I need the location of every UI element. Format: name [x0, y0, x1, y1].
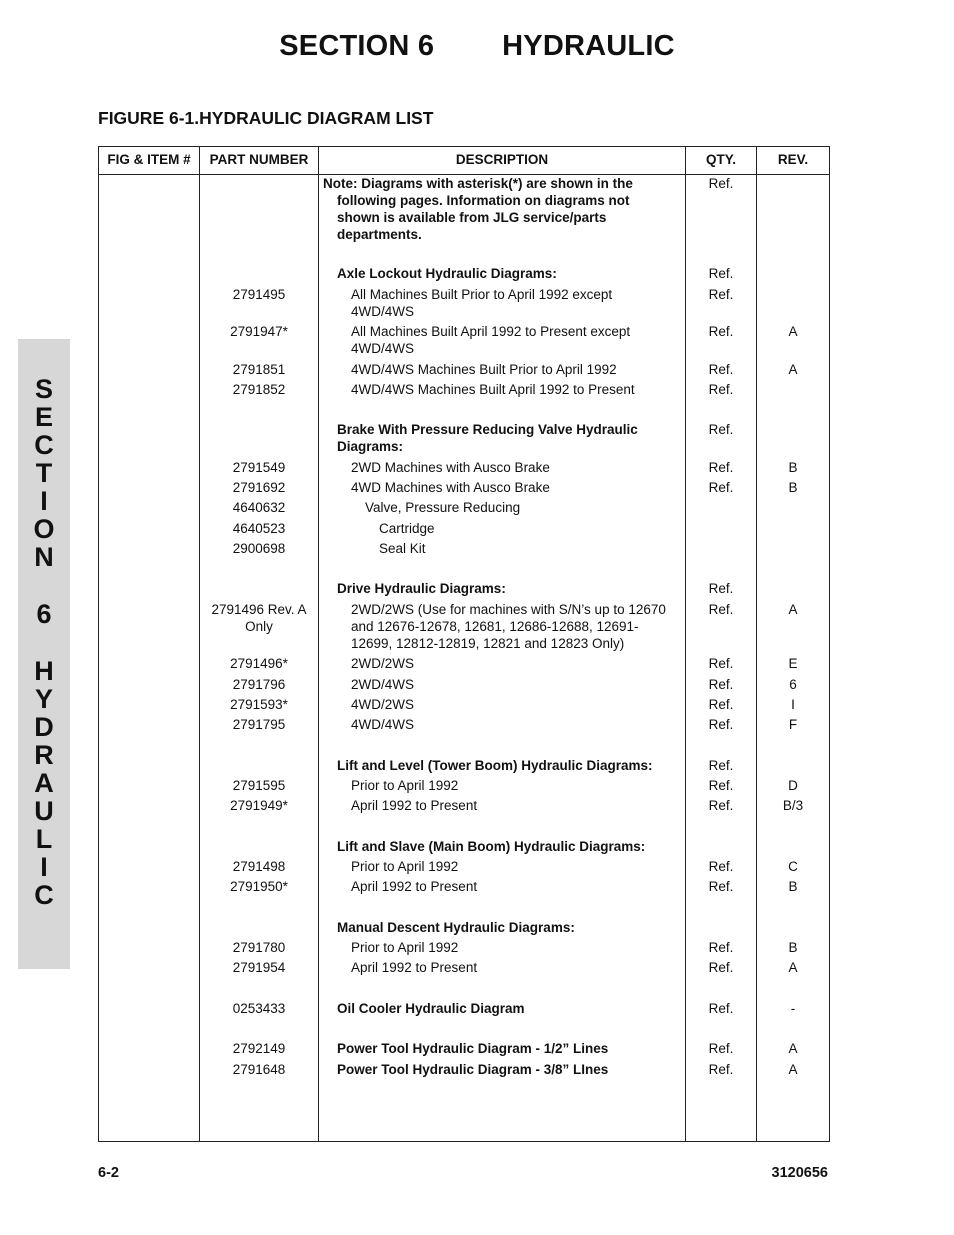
column-header-qty: QTY.: [705, 152, 736, 167]
side-tab-letter: R: [34, 740, 54, 770]
description-cell: 4WD/4WS Machines Built April 1992 to Present: [351, 382, 635, 397]
part-number-cell: 2791549: [232, 460, 286, 475]
description-cell: Oil Cooler Hydraulic Diagram: [337, 1001, 525, 1016]
rev-cell: F: [788, 717, 798, 732]
parts-table: [98, 146, 830, 1142]
side-tab-spacer: [18, 571, 70, 600]
description-cell: April 1992 to Present: [351, 798, 478, 813]
side-tab-letter: L: [35, 824, 53, 854]
group-heading: Lift and Level (Tower Boom) Hydraulic Diagrams:: [337, 758, 653, 773]
part-number-cell: 2791954: [232, 960, 286, 975]
qty-cell: Ref.: [708, 480, 734, 495]
qty-cell: Ref.: [708, 758, 734, 773]
qty-cell: Ref.: [708, 581, 734, 596]
page-title: [0, 30, 954, 63]
rev-cell: A: [788, 1041, 798, 1056]
part-number-cell: 2791851: [232, 362, 286, 377]
section-name: HYDRAULIC: [502, 30, 675, 62]
qty-cell: Ref.: [708, 266, 734, 281]
part-number-cell: 2791949*: [230, 798, 288, 813]
rev-cell: A: [788, 362, 798, 377]
part-number-cell: 2791692: [232, 480, 286, 495]
description-cell: Prior to April 1992: [351, 940, 459, 955]
rev-cell: 6: [789, 677, 797, 692]
qty-cell: Ref.: [708, 798, 734, 813]
side-tab-letters: [18, 375, 70, 909]
description-cell: Cartridge: [379, 521, 435, 536]
description-cell: Prior to April 1992: [351, 859, 459, 874]
rev-cell: B: [788, 480, 798, 495]
rev-cell: A: [788, 960, 798, 975]
description-cell: Seal Kit: [379, 541, 426, 556]
side-tab-letter: I: [40, 486, 48, 516]
rev-cell: B: [788, 879, 798, 894]
section-label: SECTION 6: [279, 30, 435, 62]
part-number-cell: 4640523: [232, 521, 286, 536]
description-cell: 2WD/2WS: [351, 656, 415, 671]
side-tab-letter: H: [34, 656, 54, 686]
column-header-fig-item: FIG & ITEM #: [107, 152, 191, 167]
description-cell: 4WD/4WS: [351, 717, 415, 732]
qty-cell: Ref.: [708, 362, 734, 377]
side-tab-letter: C: [34, 880, 54, 910]
note-line: departments.: [337, 227, 422, 242]
description-cell: 2WD Machines with Ausco Brake: [351, 460, 550, 475]
rev-cell: B: [788, 940, 798, 955]
group-heading: Manual Descent Hydraulic Diagrams:: [337, 920, 575, 935]
part-number-cell: 2791595: [232, 778, 286, 793]
side-tab-letter: D: [34, 712, 54, 742]
description-cell: [351, 286, 691, 320]
rev-cell: A: [788, 1062, 798, 1077]
note-text: [323, 175, 663, 243]
side-tab-letter: Y: [34, 684, 53, 714]
part-number-cell: 4640632: [232, 500, 286, 515]
qty-cell: Ref.: [708, 778, 734, 793]
side-tab-letter: S: [34, 374, 53, 404]
qty-cell: Ref.: [708, 656, 734, 671]
qty-cell: Ref.: [708, 602, 734, 617]
description-cell: Power Tool Hydraulic Diagram - 3/8” LInes: [337, 1062, 609, 1077]
qty-cell: Ref.: [708, 382, 734, 397]
description-cell: Power Tool Hydraulic Diagram - 1/2” Lines: [337, 1041, 609, 1056]
qty-cell: Ref.: [708, 940, 734, 955]
side-tab-letter: E: [34, 402, 53, 432]
part-number-cell: 2791950*: [230, 879, 288, 894]
side-tab-letter: C: [34, 430, 54, 460]
part-number-cell: 0253433: [232, 1001, 286, 1016]
description-cell: Valve, Pressure Reducing: [365, 500, 521, 515]
table-header: [99, 147, 829, 175]
column-header-description: DESCRIPTION: [455, 152, 549, 167]
part-number-cell: 2791852: [232, 382, 286, 397]
description-line: Diagrams:: [337, 439, 404, 454]
column-divider: [318, 147, 319, 1141]
qty-cell: Ref.: [708, 697, 734, 712]
side-tab-letter: T: [35, 458, 53, 488]
part-number-cell: 2791496*: [230, 656, 288, 671]
note-line: Note: Diagrams with asterisk(*) are shown in the: [323, 176, 633, 191]
rev-cell: E: [788, 656, 798, 671]
rev-cell: B/3: [782, 798, 804, 813]
description-cell: 4WD/2WS: [351, 697, 415, 712]
note-line: shown is available from JLG service/parts: [337, 210, 607, 225]
part-number-line: 2791496 Rev. A: [211, 602, 307, 617]
description-cell: [351, 323, 691, 357]
rev-cell: -: [790, 1001, 796, 1016]
rev-cell: A: [788, 324, 798, 339]
side-tab-letter: A: [34, 768, 54, 798]
description-line: 12699, 12812-12819, 12821 and 12823 Only): [351, 636, 625, 651]
description-line: All Machines Built April 1992 to Present except: [351, 324, 631, 339]
qty-cell: Ref.: [708, 460, 734, 475]
part-number-cell: 2900698: [232, 541, 286, 556]
qty-cell: Ref.: [708, 422, 734, 437]
group-heading: Drive Hydraulic Diagrams:: [337, 581, 506, 596]
page-number: 6-2: [98, 1165, 119, 1181]
part-number-cell: 2791796: [232, 677, 286, 692]
qty-cell: Ref.: [708, 677, 734, 692]
part-number-cell: [200, 601, 318, 635]
rev-cell: B: [788, 460, 798, 475]
column-header-rev: REV.: [777, 152, 809, 167]
qty-cell: Ref.: [708, 717, 734, 732]
figure-title: FIGURE 6-1.HYDRAULIC DIAGRAM LIST: [98, 108, 434, 128]
description-cell: April 1992 to Present: [351, 960, 478, 975]
side-tab-letter: N: [34, 542, 54, 572]
side-tab-letter: U: [34, 796, 54, 826]
section-side-tab: [18, 339, 70, 969]
rev-cell: I: [791, 697, 795, 712]
side-tab-letter: 6: [36, 599, 52, 629]
part-number-cell: 2792149: [232, 1041, 286, 1056]
rev-cell: A: [788, 602, 798, 617]
description-cell: 4WD/4WS Machines Built Prior to April 1992: [351, 362, 617, 377]
qty-cell: Ref.: [708, 1062, 734, 1077]
column-divider: [756, 147, 757, 1141]
part-number-cell: 2791593*: [230, 697, 288, 712]
description-line: 4WD/4WS: [351, 341, 415, 356]
rev-cell: D: [788, 778, 798, 793]
description-cell: [351, 601, 691, 652]
qty-cell: Ref.: [708, 960, 734, 975]
qty-cell: Ref.: [708, 176, 734, 191]
note-line: following pages. Information on diagrams not: [337, 193, 630, 208]
description-line: Brake With Pressure Reducing Valve Hydraulic: [337, 422, 638, 437]
part-number-line: Only: [245, 619, 273, 634]
qty-cell: Ref.: [708, 879, 734, 894]
side-tab-spacer: [18, 628, 70, 657]
description-cell: Prior to April 1992: [351, 778, 459, 793]
part-number-cell: 2791795: [232, 717, 286, 732]
qty-cell: Ref.: [708, 287, 734, 302]
group-heading: Lift and Slave (Main Boom) Hydraulic Diagrams:: [337, 839, 646, 854]
part-number-cell: 2791947*: [230, 324, 288, 339]
qty-cell: Ref.: [708, 324, 734, 339]
side-tab-letter: I: [40, 852, 48, 882]
part-number-cell: 2791648: [232, 1062, 286, 1077]
description-cell: April 1992 to Present: [351, 879, 478, 894]
qty-cell: Ref.: [708, 1041, 734, 1056]
group-heading: Axle Lockout Hydraulic Diagrams:: [337, 266, 557, 281]
description-cell: 2WD/4WS: [351, 677, 415, 692]
part-number-cell: 2791498: [232, 859, 286, 874]
description-cell: 4WD Machines with Ausco Brake: [351, 480, 550, 495]
column-header-part-number: PART NUMBER: [209, 152, 309, 167]
description-line: All Machines Built Prior to April 1992 except: [351, 287, 613, 302]
part-number-cell: 2791780: [232, 940, 286, 955]
description-line: 4WD/4WS: [351, 304, 415, 319]
qty-cell: Ref.: [708, 859, 734, 874]
description-line: and 12676-12678, 12681, 12686-12688, 12691-: [351, 619, 639, 634]
description-line: 2WD/2WS (Use for machines with S/N’s up to 12670: [351, 602, 666, 617]
qty-cell: Ref.: [708, 1001, 734, 1016]
part-number-cell: 2791495: [232, 287, 286, 302]
side-tab-letter: O: [33, 514, 55, 544]
group-heading: [337, 421, 677, 455]
document-number: 3120656: [771, 1165, 828, 1181]
rev-cell: C: [788, 859, 798, 874]
